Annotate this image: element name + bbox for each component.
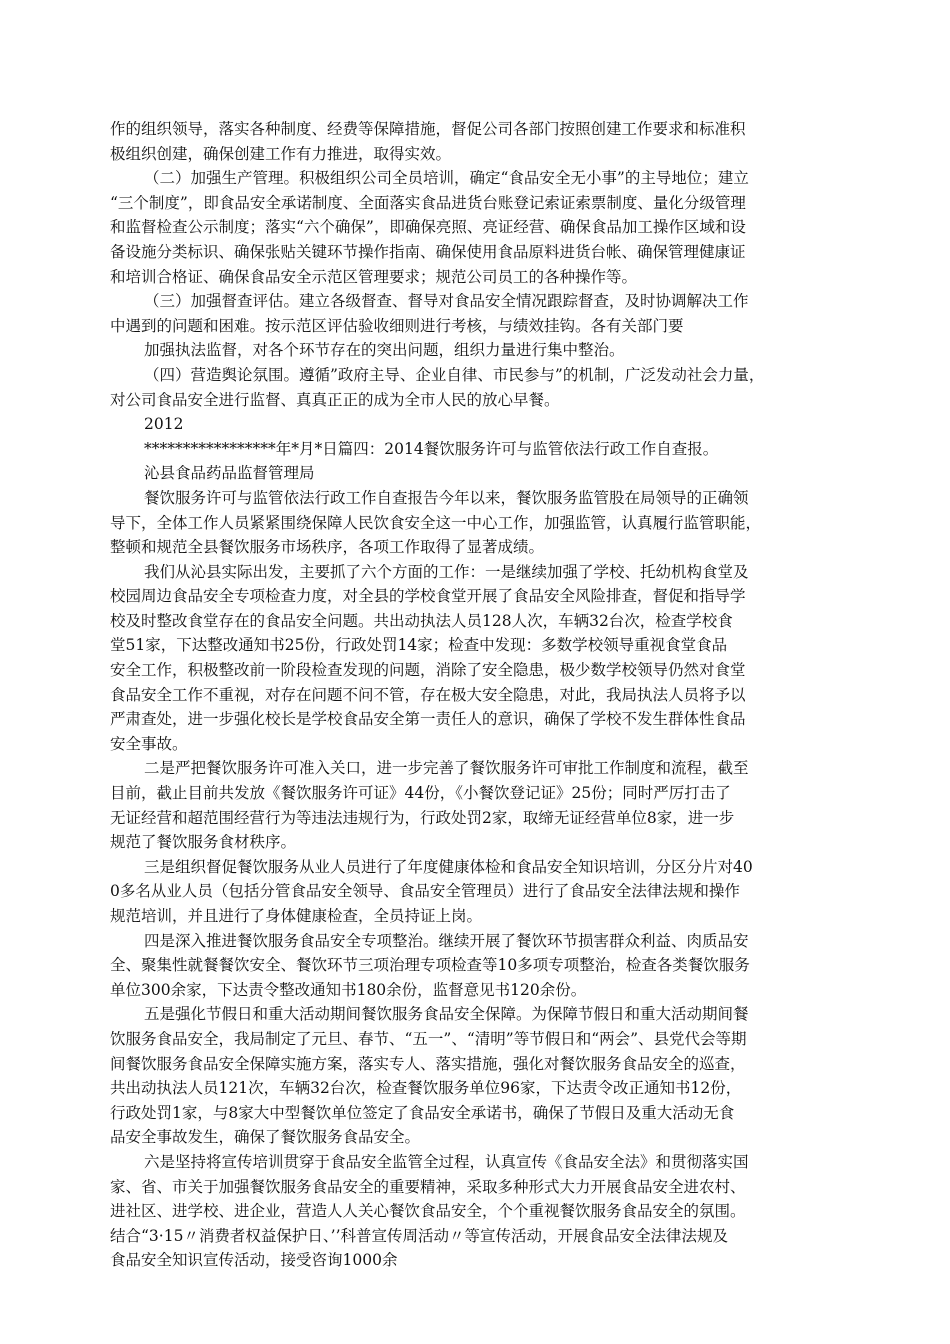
text-line: （二）加强生产管理。积极组织公司全员培训，确定“食品安全无小事”的主导地位；建立 (144, 169, 749, 188)
text-line: 品安全事故发生，确保了餐饮服务食品安全。 (110, 1128, 421, 1147)
text-line: 饮服务食品安全，我局制定了元旦、春节、“五一”、“清明”等节假日和“两会”、县党代会等期 (110, 1029, 747, 1048)
text-line: 三是组织督促餐饮服务从业人员进行了年度健康体检和食品安全知识培训，分区分片对40 (144, 857, 753, 876)
text-line: 无证经营和超范围经营行为等违法违规行为，行政处罚2家，取缔无证经营单位8家，进一步 (110, 808, 735, 827)
text-line: 二是严把餐饮服务许可准入关口，进一步完善了餐饮服务许可审批工作制度和流程，截至 (144, 759, 749, 778)
text-line: 和培训合格证、确保食品安全示范区管理要求；规范公司员工的各种操作等。 (110, 267, 638, 286)
text-line: 堂51家，下达整改通知书25份，行政处罚14家；检查中发现：多数学校领导重视食堂食品 (110, 636, 728, 655)
text-line: 进社区、进学校、进企业，营造人人关心餐饮食品安全，个个重视餐饮服务食品安全的氛围。 (110, 1202, 746, 1221)
text-line: 0多名从业人员（包括分管食品安全领导、食品安全管理员）进行了食品安全法律法规和操作 (110, 882, 740, 901)
text-line: *****************年*月*日篇四：2014餐饮服务许可与监管依法行政工作自查报。 (144, 439, 719, 458)
text-line: 我们从沁县实际出发，主要抓了六个方面的工作：一是继续加强了学校、托幼机构食堂及 (144, 562, 749, 581)
text-line: 结合“3·15〃消费者权益保护日、’’科普宣传周活动〃等宣传活动，开展食品安全法律法规及 (110, 1226, 729, 1245)
text-line: 目前，截止目前共发放《餐饮服务许可证》44份，《小餐饮登记证》25份；同时严厉打击了 (110, 784, 731, 803)
text-line: 共出动执法人员121次，车辆32台次，检查餐饮服务单位96家，下达责令改正通知书12份， (110, 1079, 742, 1098)
text-line: 极组织创建，确保创建工作有力推进，取得实效。 (110, 144, 452, 163)
text-line: 和监督检查公示制度；落实“六个确保”，即确保亮照、亮证经营、确保食品加工操作区域和设 (110, 218, 746, 237)
text-line: 行政处罚1家，与8家大中型餐饮单位签定了食品安全承诺书，确保了节假日及重大活动无食 (110, 1103, 735, 1122)
text-line: 五是强化节假日和重大活动期间餐饮服务食品安全保障。为保障节假日和重大活动期间餐 (144, 1005, 749, 1024)
text-line: 备设施分类标识、确保张贴关键环节操作指南、确保使用食品原料进货台帐、确保管理健康证 (110, 242, 746, 261)
text-line: 规范培训，并且进行了身体健康检查，全员持证上岗。 (110, 907, 483, 925)
text-line: 规范了餐饮服务食材秩序。 (110, 833, 297, 852)
text-line: 食品安全工作不重视，对存在问题不问不管，存在极大安全隐患，对此，我局执法人员将予以 (110, 685, 746, 704)
text-line: 加强执法监督，对各个环节存在的突出问题，组织力量进行集中整治。 (144, 341, 625, 360)
text-line: 安全工作，积极整改前一阶段检查发现的问题，消除了安全隐患，极少数学校领导仍然对食堂 (110, 661, 746, 680)
text-line: 导下，全体工作人员紧紧围绕保障人民饮食安全这一中心工作，加强监管，认真履行监管职能， (110, 513, 762, 532)
text-line: 家、省、市关于加强餐饮服务食品安全的重要精神，采取多种形式大力开展食品安全进农村、 (110, 1177, 746, 1196)
text-line: 对公司食品安全进行监督、真真正正的成为全市人民的放心早餐。 (110, 390, 560, 409)
text-line: 严肃查处，进一步强化校长是学校食品安全第一责任人的意识，确保了学校不发生群体性食品 (110, 710, 746, 729)
text-line: “三个制度”，即食品安全承诺制度、全面落实食品进货台账登记索证索票制度、量化分级管理 (110, 193, 746, 212)
text-line: 全、聚集性就餐餐饮安全、餐饮环节三项治理专项检查等10多项专项整治，检查各类餐饮服务 (110, 956, 750, 975)
text-line: 间餐饮服务食品安全保障实施方案，落实专人、落实措施，强化对餐饮服务食品安全的巡查， (110, 1054, 746, 1073)
text-line: 四是深入推进餐饮服务食品安全专项整治。继续开展了餐饮环节损害群众利益、肉质品安 (144, 931, 749, 950)
text-line: （三）加强督查评估。建立各级督查、督导对食品安全情况跟踪督查，及时协调解决工作 (144, 292, 749, 311)
text-line: 沁县食品药品监督管理局 (144, 464, 315, 483)
text-line: （四）营造舆论氛围。遵循”政府主导、企业自律、市民参与”的机制，广泛发动社会力量， (144, 365, 765, 384)
text-line: 作的组织领导，落实各种制度、经费等保障措施，督促公司各部门按照创建工作要求和标准积 (110, 120, 746, 138)
text-line: 中遇到的问题和困难。按示范区评估验收细则进行考核，与绩效挂钩。各有关部门要 (110, 316, 684, 335)
document-body (110, 117, 850, 1273)
text-line: 单位300余家，下达责令整改通知书180余份，监督意见书120余份。 (110, 980, 587, 999)
text-line: 校及时整改食堂存在的食品安全问题。共出动执法人员128人次，车辆32台次，检查学校食 (110, 611, 733, 630)
text-line: 餐饮服务许可与监管依法行政工作自查报告今年以来，餐饮服务监管股在局领导的正确领 (144, 488, 749, 507)
text-line: 六是坚持将宣传培训贯穿于食品安全监管全过程，认真宣传《食品安全法》和贯彻落实国 (144, 1152, 749, 1171)
text-line: 整顿和规范全县餐饮服务市场秩序，各项工作取得了显著成绩。 (110, 538, 545, 557)
text-line: 安全事故。 (110, 734, 188, 753)
text-line: 2012 (144, 415, 184, 434)
text-line: 食品安全知识宣传活动，接受咨询1000余 (110, 1251, 398, 1270)
text-line: 校园周边食品安全专项检查力度，对全县的学校食堂开展了食品安全风险排查，督促和指导学 (110, 587, 746, 606)
